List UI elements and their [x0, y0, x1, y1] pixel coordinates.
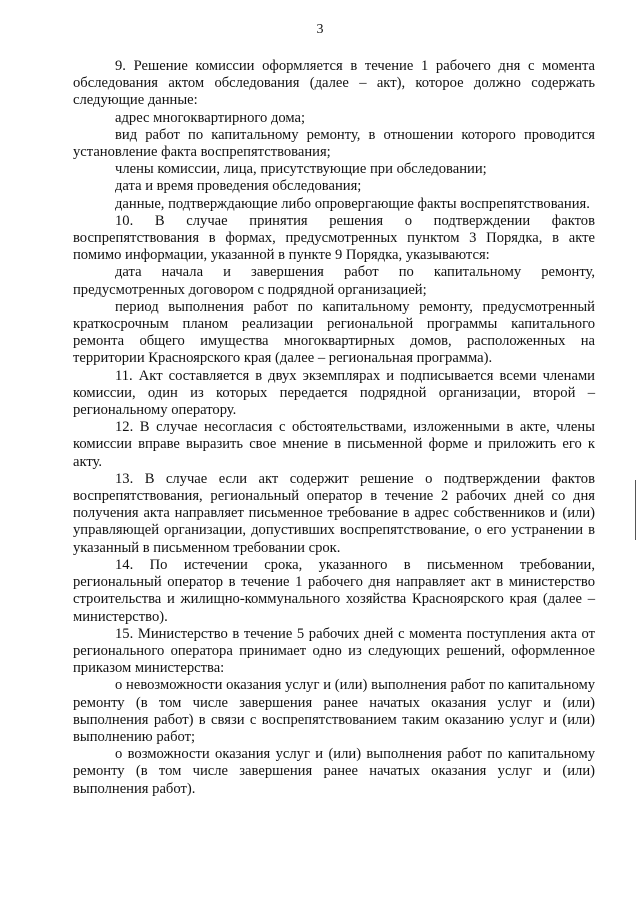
paragraph-14: 14. По истечении срока, указанного в письменном требовании, региональный оператор в течение 1 рабочего дня направляет акт в министерство строительства и жилищно-коммунального хозяйства Красноярского края (далее – министерство). [73, 556, 595, 625]
paragraph-13: 13. В случае если акт содержит решение о подтверждении фактов воспрепятствования, региональный оператор в течение 2 рабочих дней со дня получения акта направляет письменное требование в адрес собственников и (или) управляющей организации, допустивших воспрепятствование, о его устранении в указанный в письменном требовании срок. [73, 470, 595, 556]
page-number: 3 [316, 22, 324, 37]
paragraph-10-item-dates: дата начала и завершения работ по капитальному ремонту, предусмотренных договором с подрядной организацией; [73, 264, 595, 298]
paragraph-15-option-impossible: о невозможности оказания услуг и (или) выполнения работ по капитальному ремонту (в том числе завершения ранее начатых оказания услуг и (или) выполнения работ) в связи с воспрепятствованием таким оказанию услуг и (или) выполнению работ; [73, 677, 595, 745]
paragraph-15: 15. Министерство в течение 5 рабочих дней с момента поступления акта от регионального оператора принимает одно из следующих решений, оформленное приказом министерства: [73, 625, 595, 677]
paragraph-11: 11. Акт составляется в двух экземплярах и подписывается всеми членами комиссии, один из которых передается подрядной организации, второй – региональному оператору. [73, 367, 595, 419]
paragraph-9-item-members: члены комиссии, лица, присутствующие при обследовании; [115, 161, 487, 178]
scan-edge-mark [635, 480, 636, 540]
paragraph-9-item-work-type: вид работ по капитальному ремонту, в отношении которого проводится установление факта воспрепятствования; [73, 126, 595, 161]
paragraph-12: 12. В случае несогласия с обстоятельствами, изложенными в акте, члены комиссии вправе выразить свое мнение в письменной форме и приложить его к акту. [73, 419, 595, 470]
paragraph-15-option-possible: о возможности оказания услуг и (или) выполнения работ по капитальному ремонту (в том числе завершения ранее начатых оказания услуг и (или) выполнения работ). [73, 746, 595, 797]
paragraph-10-item-period: период выполнения работ по капитальному ремонту, предусмотренный краткосрочным планом реализации региональной программы капитального ремонта общего имущества многоквартирных домов, расположенных на территории Красноярского края (далее – региональная программа). [73, 298, 595, 367]
paragraph-9-item-datetime: дата и время проведения обследования; [115, 178, 362, 195]
document-body [73, 58, 595, 798]
paragraph-10: 10. В случае принятия решения о подтверждении фактов воспрепятствования в формах, предусмотренных пунктом 3 Порядка, в акте помимо информации, указанной в пункте 9 Порядка, указываются: [73, 212, 595, 264]
paragraph-9-item-facts: данные, подтверждающие либо опровергающие факты воспрепятствования. [115, 195, 590, 212]
paragraph-9: 9. Решение комиссии оформляется в течение 1 рабочего дня с момента обследования актом обследования (далее – акт), которое должно содержать следующие данные: [73, 58, 595, 109]
paragraph-9-item-address: адрес многоквартирного дома; [115, 109, 306, 126]
